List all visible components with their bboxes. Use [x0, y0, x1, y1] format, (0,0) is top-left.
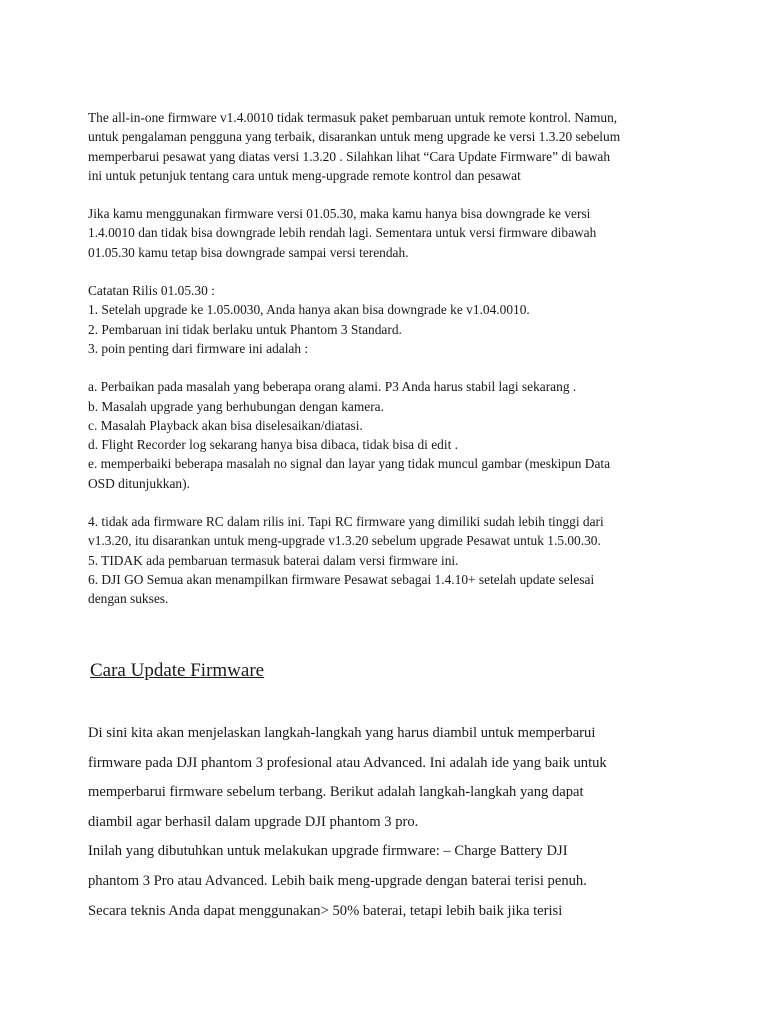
text-line: 4. tidak ada firmware RC dalam rilis ini. Tapi RC firmware yang dimiliki sudah lebih tinggi dari [88, 514, 604, 530]
text-line: d. Flight Recorder log sekarang hanya bisa dibaca, tidak bisa di edit . [88, 437, 459, 453]
text-line: 1. Setelah upgrade ke 1.05.0030, Anda hanya akan bisa downgrade ke v1.04.0010. [88, 302, 530, 318]
text-line: The all-in-one firmware v1.4.0010 tidak termasuk paket pembaruan untuk remote kontrol. Namun, [88, 110, 618, 125]
text-line: a. Perbaikan pada masalah yang beberapa orang alami. P3 Anda harus stabil lagi sekarang . [88, 379, 577, 395]
release-notes-list [88, 281, 688, 358]
text-line: diambil agar berhasil dalam upgrade DJI phantom 3 pro. [88, 813, 419, 830]
text-line: firmware pada DJI phantom 3 profesional atau Advanced. Ini adalah ide yang baik untuk [88, 754, 607, 771]
text-line: 6. DJI GO Semua akan menampilkan firmware Pesawat sebagai 1.4.10+ setelah update selesai [88, 571, 595, 587]
text-line: e. memperbaiki beberapa masalah no signal dan layar yang tidak muncul gambar (meskipun Data [88, 456, 611, 472]
text-line: Di sini kita akan menjelaskan langkah-langkah yang harus diambil untuk memperbarui [88, 725, 596, 741]
downgrade-paragraph [88, 204, 688, 262]
text-line: v1.3.20, itu disarankan untuk meng-upgrade v1.3.20 sebelum upgrade Pesawat untuk 1.5.00.30. [88, 533, 601, 549]
intro-paragraph [88, 108, 688, 185]
text-line: 01.05.30 kamu tetap bisa downgrade sampai versi terendah. [88, 244, 409, 260]
text-line: untuk pengalaman pengguna yang terbaik, disarankan untuk meng upgrade ke versi 1.3.20 sebelum [88, 129, 621, 145]
paragraph-gap [88, 185, 688, 204]
text-line: 1.4.0010 dan tidak bisa downgrade lebih rendah lagi. Sementara untuk versi firmware dibawah [88, 225, 597, 241]
text-line: Jika kamu menggunakan firmware versi 01.05.30, maka kamu hanya bisa downgrade ke versi [88, 206, 591, 222]
text-line: 5. TIDAK ada pembaruan termasuk baterai dalam versi firmware ini. [88, 552, 459, 568]
text-line: c. Masalah Playback akan bisa diselesaikan/diatasi. [88, 417, 363, 433]
release-notes-block [88, 108, 688, 609]
text-line: b. Masalah upgrade yang berhubungan dengan kamera. [88, 398, 384, 414]
text-line: Catatan Rilis 01.05.30 : [88, 283, 215, 299]
text-line: ini untuk petunjuk tentang cara untuk meng-upgrade remote kontrol dan pesawat [88, 167, 521, 183]
text-line: Secara teknis Anda dapat menggunakan> 50% baterai, tetapi lebih baik jika terisi [88, 902, 563, 919]
paragraph-gap [88, 262, 688, 281]
text-line: 2. Pembaruan ini tidak berlaku untuk Phantom 3 Standard. [88, 321, 402, 337]
text-line: dengan sukses. [88, 591, 169, 607]
text-line: OSD ditunjukkan). [88, 475, 190, 491]
text-line: 3. poin penting dari firmware ini adalah : [88, 340, 309, 356]
text-line: memperbarui pesawat yang diatas versi 1.3.20 . Silahkan lihat “Cara Update Firmware” di bawah [88, 148, 611, 164]
more-notes-list [88, 512, 688, 608]
important-points-list [88, 377, 688, 493]
section-heading: Cara Update Firmware [90, 660, 265, 681]
text-line: phantom 3 Pro atau Advanced. Lebih baik meng-upgrade dengan baterai terisi penuh. [88, 872, 587, 889]
paragraph-gap [88, 493, 688, 512]
section-body [88, 719, 708, 926]
text-line: Inilah yang dibutuhkan untuk melakukan upgrade firmware: – Charge Battery DJI [88, 843, 568, 860]
text-line: memperbarui firmware sebelum terbang. Berikut adalah langkah-langkah yang dapat [88, 784, 584, 801]
paragraph-gap [88, 358, 688, 377]
